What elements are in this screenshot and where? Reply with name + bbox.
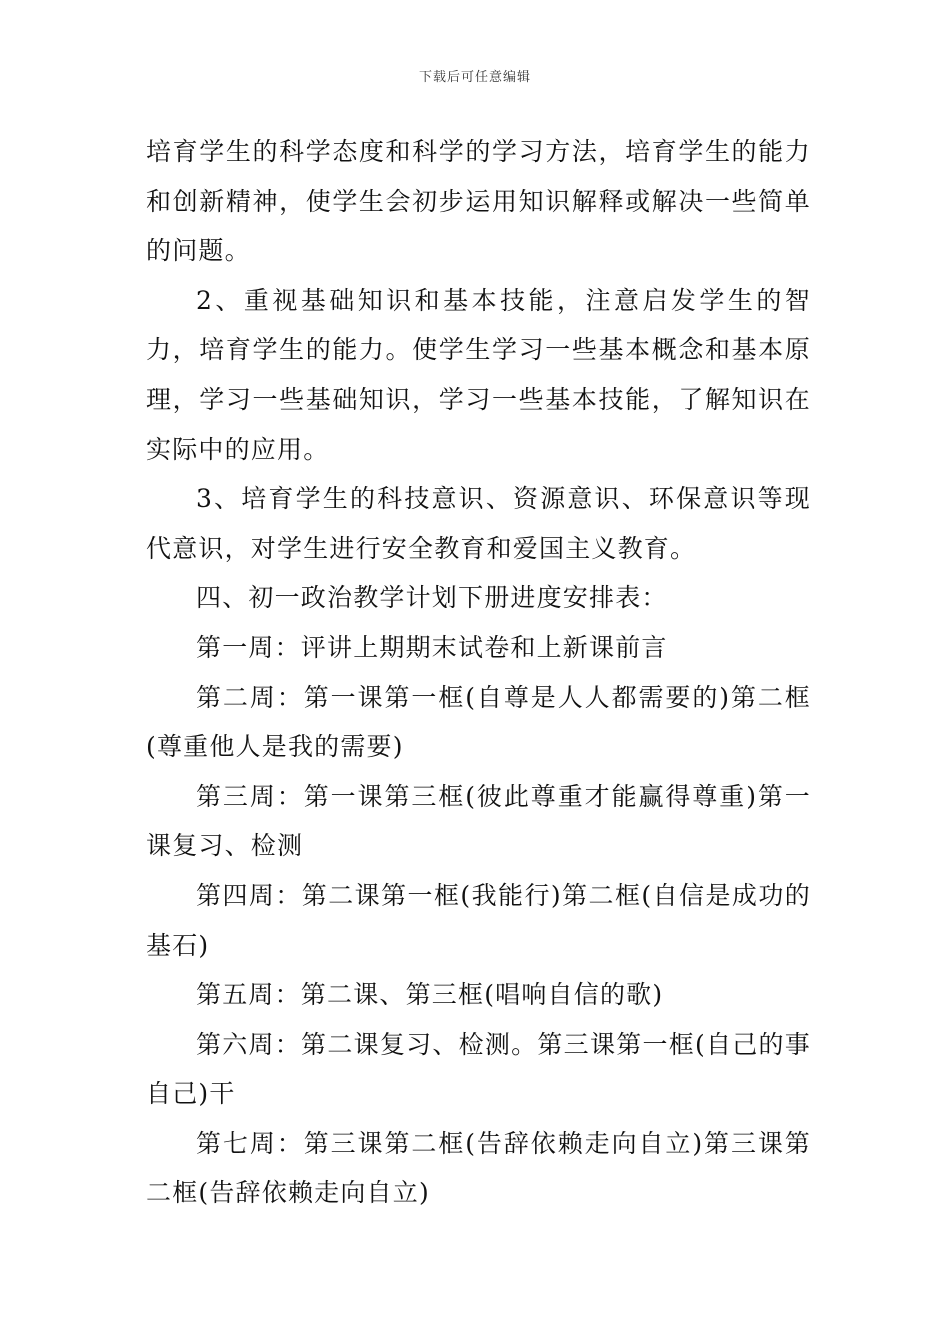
- schedule-week-5: 第五周：第二课、第三框(唱响自信的歌): [196, 980, 664, 1010]
- paragraph-continuation: 培育学生的科学态度和科学的学习方法，培育学生的能力和创新精神，使学生会初步运用知识解释或解决一些简单的问题。: [146, 137, 811, 266]
- page-header: 下载后可任意编辑: [418, 70, 531, 85]
- document-body: [146, 127, 811, 1218]
- schedule-week-1: 第一周：评讲上期期末试卷和上新课前言: [196, 632, 668, 662]
- schedule-week-7: 第七周：第三课第二框(告辞依赖走向自立)第三课第二框(告辞依赖走向自立): [146, 1128, 811, 1208]
- paragraph-item-3: 3、培育学生的科技意识、资源意识、环保意识等现代意识，对学生进行安全教育和爱国主义教育。: [146, 484, 811, 563]
- schedule-week-4: 第四周：第二课第一框(我能行)第二框(自信是成功的基石): [146, 880, 811, 960]
- section-heading-schedule: 四、初一政治教学计划下册进度安排表：: [196, 583, 668, 613]
- paragraph-item-2: 2、重视基础知识和基本技能，注意启发学生的智力，培育学生的能力。使学生学习一些基本概念和基本原理，学习一些基础知识，学习一些基本技能，了解知识在实际中的应用。: [146, 285, 811, 464]
- schedule-week-2: 第二周：第一课第一框(自尊是人人都需要的)第二框(尊重他人是我的需要): [146, 682, 811, 762]
- schedule-week-6: 第六周：第二课复习、检测。第三课第一框(自己的事自己)干: [146, 1029, 811, 1109]
- schedule-week-3: 第三周：第一课第三框(彼此尊重才能赢得尊重)第一课复习、检测: [146, 781, 811, 861]
